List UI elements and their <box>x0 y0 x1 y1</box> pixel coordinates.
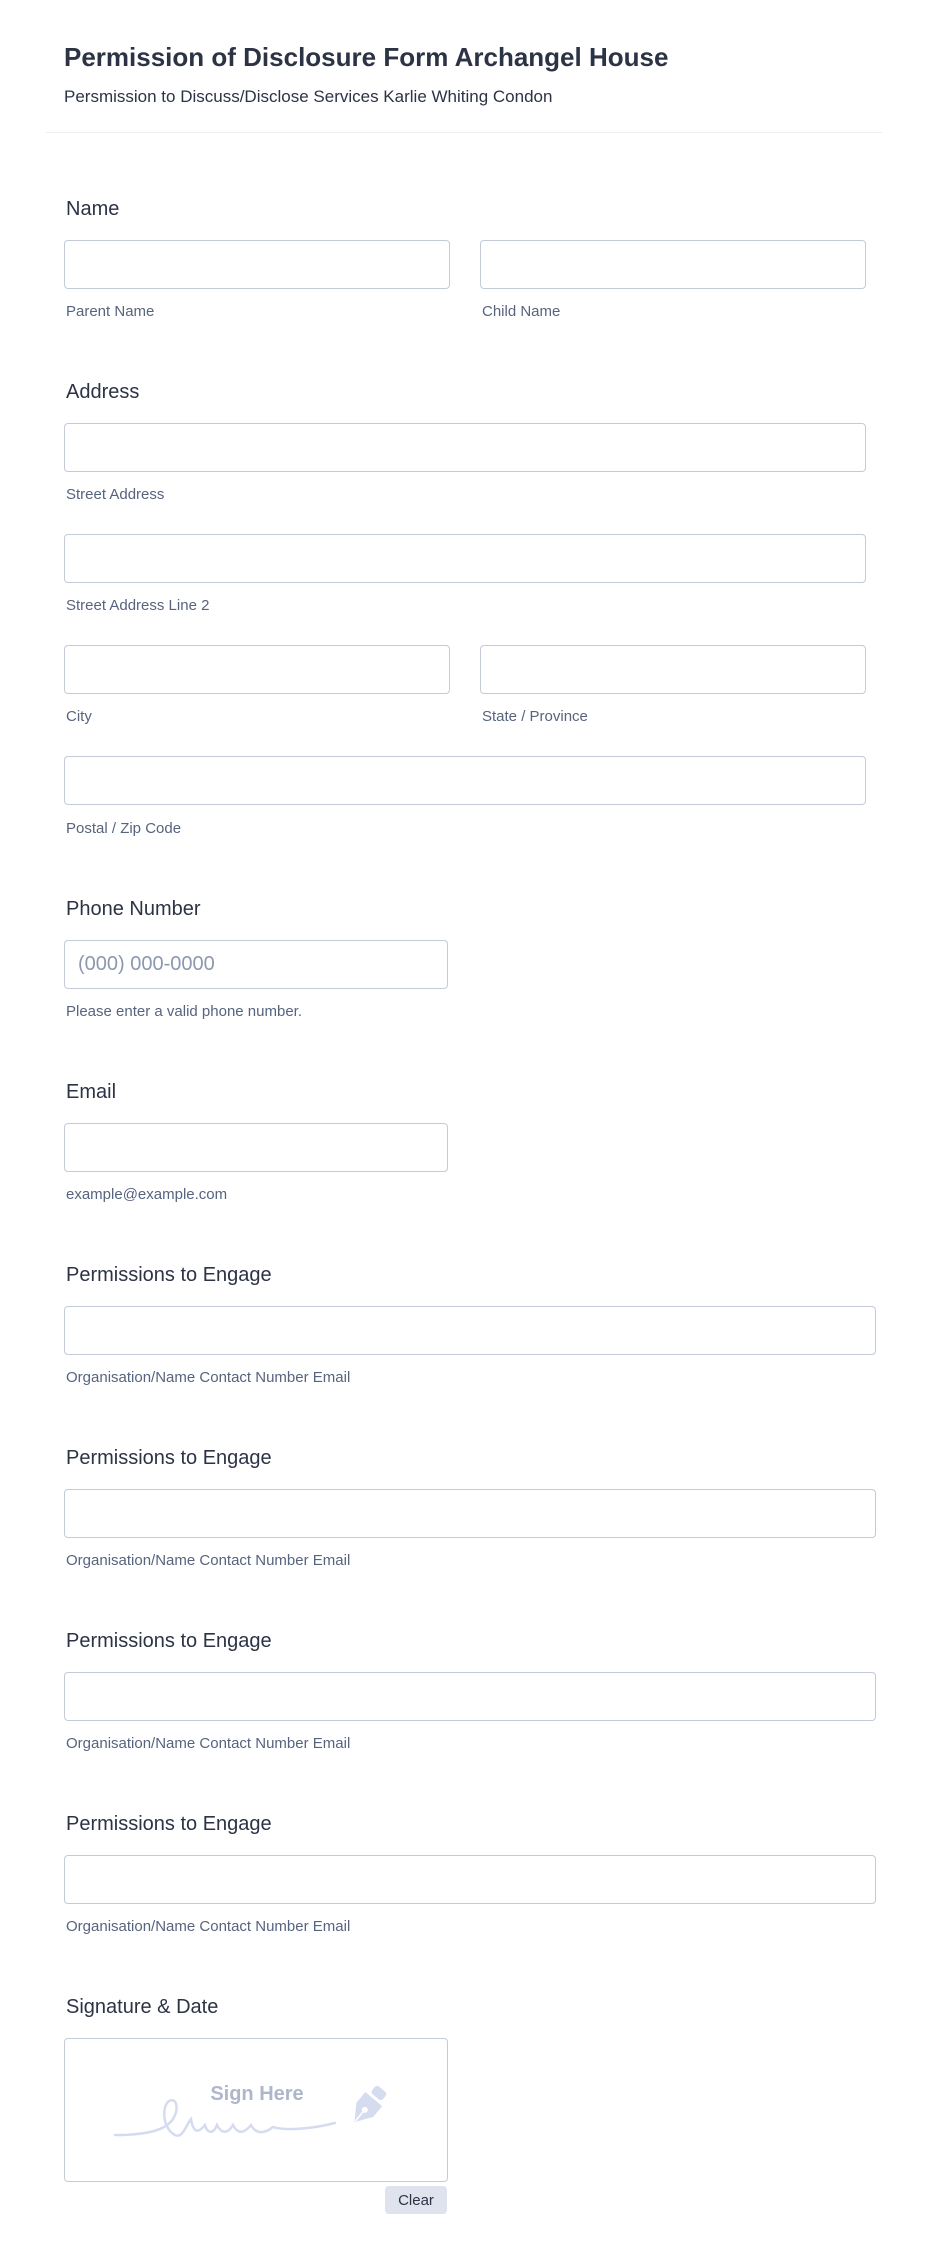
street-address-line2-sublabel: Street Address Line 2 <box>66 597 210 614</box>
sign-here-text: Sign Here <box>210 2083 304 2105</box>
engage-label: Permissions to Engage <box>66 1447 272 1469</box>
form-subtitle: Persmission to Discuss/Disclose Services Karlie Whiting Condon <box>64 87 553 106</box>
engage-label: Permissions to Engage <box>66 1630 272 1652</box>
engage-label: Permissions to Engage <box>66 1264 272 1286</box>
engage-sublabel: Organisation/Name Contact Number Email <box>66 1918 351 1935</box>
engage-input[interactable] <box>64 1855 876 1904</box>
child-name-input[interactable] <box>480 240 866 289</box>
postal-code-input[interactable] <box>64 756 866 805</box>
engage-sublabel: Organisation/Name Contact Number Email <box>66 1552 351 1569</box>
street-address-line2-input[interactable] <box>64 534 866 583</box>
email-input[interactable] <box>64 1123 448 1172</box>
engage-input[interactable] <box>64 1489 876 1538</box>
state-province-input[interactable] <box>480 645 866 694</box>
parent-name-input[interactable] <box>64 240 450 289</box>
phone-input[interactable] <box>64 940 448 989</box>
clear-signature-button[interactable]: Clear <box>385 2186 447 2214</box>
email-label: Email <box>66 1081 117 1103</box>
email-sublabel: example@example.com <box>66 1186 228 1203</box>
phone-label: Phone Number <box>66 898 201 920</box>
state-province-sublabel: State / Province <box>482 708 588 725</box>
parent-name-sublabel: Parent Name <box>66 303 155 320</box>
child-name-sublabel: Child Name <box>482 303 561 320</box>
phone-sublabel: Please enter a valid phone number. <box>66 1003 302 1020</box>
engage-input[interactable] <box>64 1672 876 1721</box>
signature-pad[interactable] <box>64 2038 448 2182</box>
address-label: Address <box>66 381 140 403</box>
city-sublabel: City <box>66 708 92 725</box>
form-header <box>46 0 882 133</box>
engage-label: Permissions to Engage <box>66 1813 272 1835</box>
engage-input[interactable] <box>64 1306 876 1355</box>
signature-label: Signature & Date <box>66 1996 219 2018</box>
form-title: Permission of Disclosure Form Archangel House <box>64 42 669 72</box>
engage-sublabel: Organisation/Name Contact Number Email <box>66 1369 351 1386</box>
postal-code-sublabel: Postal / Zip Code <box>66 820 182 837</box>
street-address-input[interactable] <box>64 423 866 472</box>
city-input[interactable] <box>64 645 450 694</box>
street-address-sublabel: Street Address <box>66 486 165 503</box>
name-label: Name <box>66 198 120 220</box>
engage-sublabel: Organisation/Name Contact Number Email <box>66 1735 351 1752</box>
pen-nib-icon <box>343 2081 393 2131</box>
